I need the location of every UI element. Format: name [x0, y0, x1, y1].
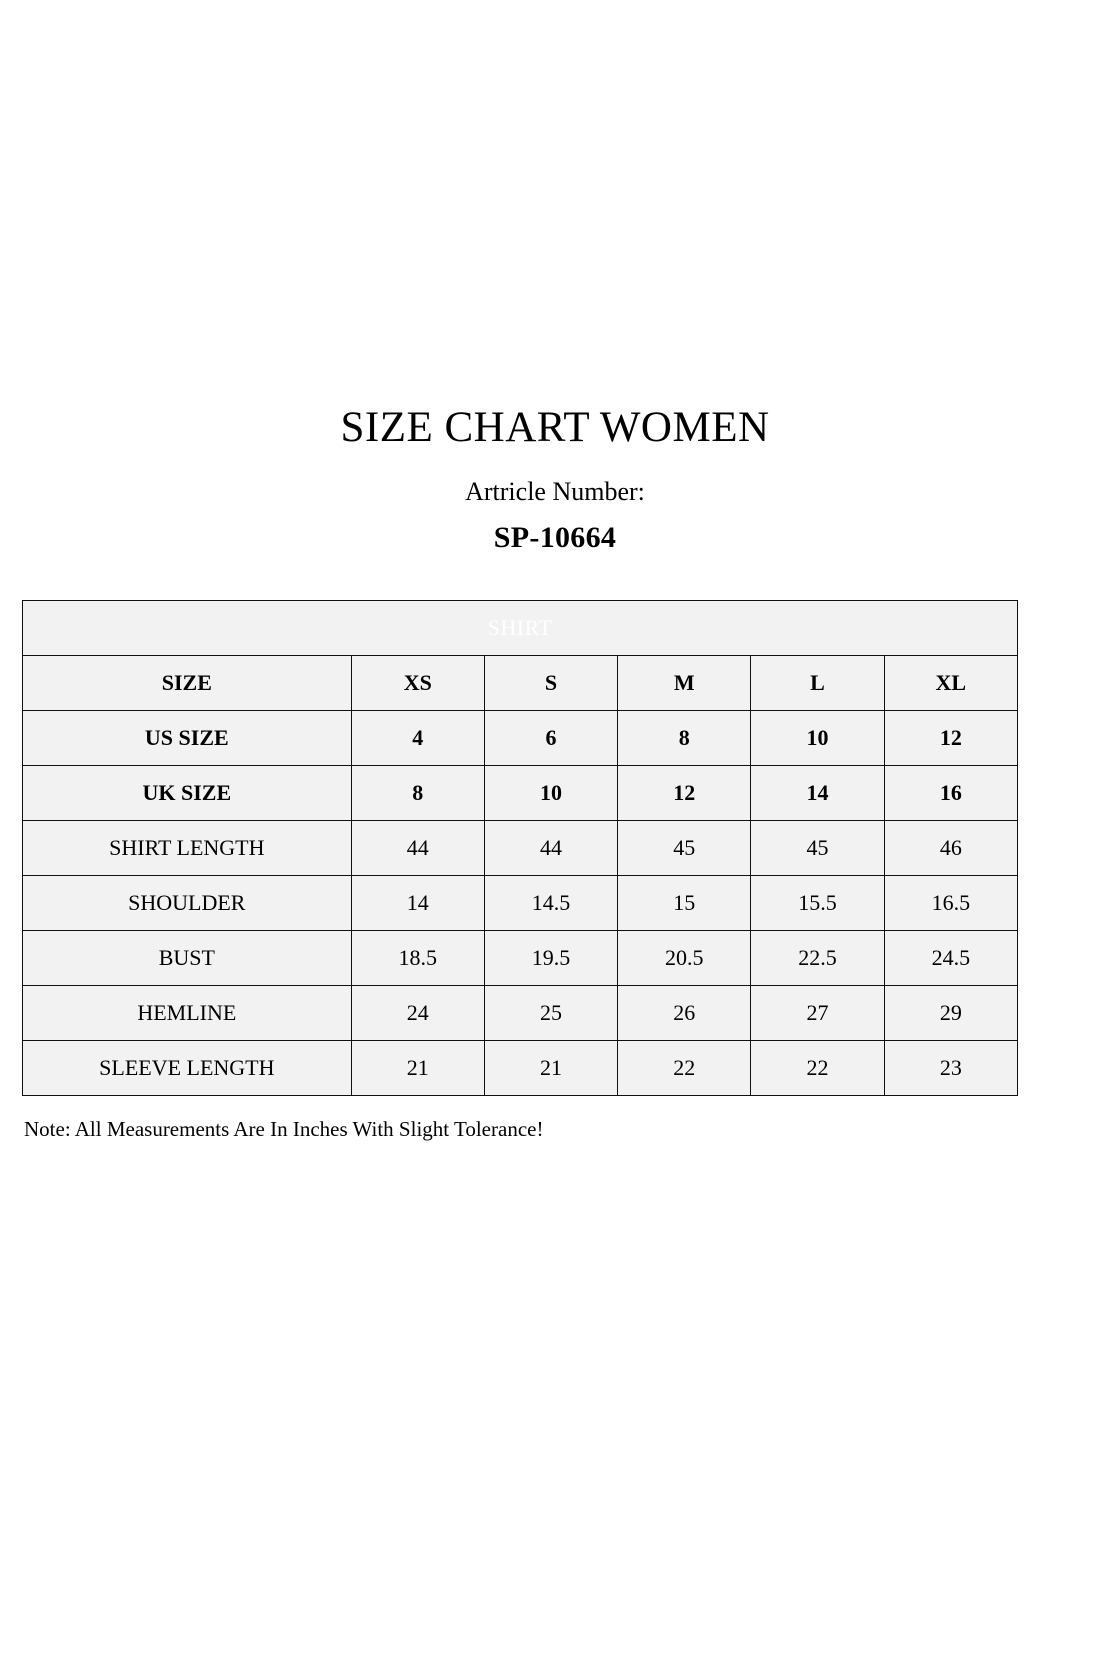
- header-size-s: S: [484, 656, 617, 711]
- row-label-us-size: US SIZE: [23, 711, 352, 766]
- cell-hemline-s: 25: [484, 986, 617, 1041]
- header-size-label: SIZE: [23, 656, 352, 711]
- cell-bust-m: 20.5: [618, 931, 751, 986]
- cell-shoulder-xl: 16.5: [884, 876, 1017, 931]
- cell-uk-size-s: 10: [484, 766, 617, 821]
- row-label-uk-size: UK SIZE: [23, 766, 352, 821]
- cell-uk-size-xs: 8: [351, 766, 484, 821]
- table-row: [23, 766, 1018, 821]
- header-size-xl: XL: [884, 656, 1017, 711]
- page-title: SIZE CHART WOMEN: [340, 404, 770, 451]
- cell-shirt-length-s: 44: [484, 821, 617, 876]
- cell-shoulder-l: 15.5: [751, 876, 884, 931]
- cell-bust-s: 19.5: [484, 931, 617, 986]
- cell-us-size-xs: 4: [351, 711, 484, 766]
- size-table: [22, 600, 1018, 1096]
- table-row: [23, 821, 1018, 876]
- cell-shirt-length-m: 45: [618, 821, 751, 876]
- document-header: [0, 404, 1110, 555]
- cell-bust-xs: 18.5: [351, 931, 484, 986]
- cell-hemline-l: 27: [751, 986, 884, 1041]
- table-row: [23, 876, 1018, 931]
- cell-shirt-length-xs: 44: [351, 821, 484, 876]
- table-banner-row: [23, 601, 1018, 656]
- cell-sleeve-length-l: 22: [751, 1041, 884, 1096]
- cell-sleeve-length-xs: 21: [351, 1041, 484, 1096]
- cell-us-size-m: 8: [618, 711, 751, 766]
- cell-hemline-m: 26: [618, 986, 751, 1041]
- header-size-m: M: [618, 656, 751, 711]
- cell-hemline-xs: 24: [351, 986, 484, 1041]
- measurement-note: Note: All Measurements Are In Inches With Slight Tolerance!: [24, 1117, 544, 1141]
- row-label-hemline: HEMLINE: [23, 986, 352, 1041]
- article-number-label: Artricle Number:: [465, 477, 645, 507]
- cell-shoulder-xs: 14: [351, 876, 484, 931]
- cell-sleeve-length-xl: 23: [884, 1041, 1017, 1096]
- table-header-row: [23, 656, 1018, 711]
- header-size-xs: XS: [351, 656, 484, 711]
- cell-us-size-xl: 12: [884, 711, 1017, 766]
- table-row: [23, 711, 1018, 766]
- table-row: [23, 986, 1018, 1041]
- cell-shoulder-s: 14.5: [484, 876, 617, 931]
- row-label-shoulder: SHOULDER: [23, 876, 352, 931]
- cell-sleeve-length-s: 21: [484, 1041, 617, 1096]
- cell-uk-size-m: 12: [618, 766, 751, 821]
- cell-uk-size-l: 14: [751, 766, 884, 821]
- header-size-l: L: [751, 656, 884, 711]
- row-label-sleeve-length: SLEEVE LENGTH: [23, 1041, 352, 1096]
- cell-us-size-l: 10: [751, 711, 884, 766]
- cell-bust-l: 22.5: [751, 931, 884, 986]
- cell-us-size-s: 6: [484, 711, 617, 766]
- row-label-shirt-length: SHIRT LENGTH: [23, 821, 352, 876]
- garment-type-banner: SHIRT: [23, 601, 1018, 656]
- cell-sleeve-length-m: 22: [618, 1041, 751, 1096]
- cell-shoulder-m: 15: [618, 876, 751, 931]
- cell-bust-xl: 24.5: [884, 931, 1017, 986]
- article-number-value: SP-10664: [493, 521, 617, 555]
- size-table-container: [22, 600, 1018, 1096]
- table-row: [23, 931, 1018, 986]
- cell-uk-size-xl: 16: [884, 766, 1017, 821]
- row-label-bust: BUST: [23, 931, 352, 986]
- table-row: [23, 1041, 1018, 1096]
- cell-hemline-xl: 29: [884, 986, 1017, 1041]
- cell-shirt-length-l: 45: [751, 821, 884, 876]
- cell-shirt-length-xl: 46: [884, 821, 1017, 876]
